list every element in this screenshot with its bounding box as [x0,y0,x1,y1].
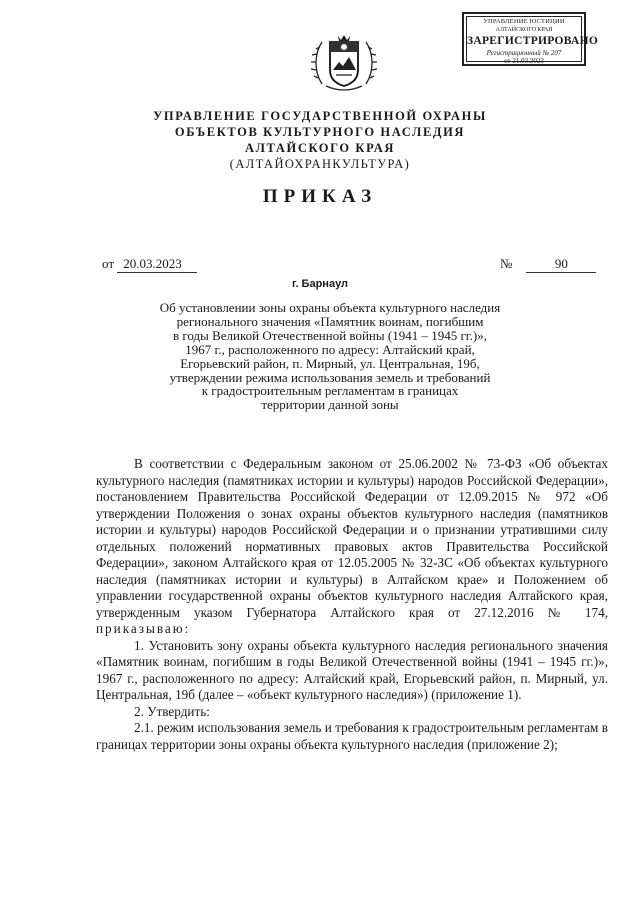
subject-line: территории данной зоны [261,397,399,413]
number-prefix: № [500,256,513,271]
subject-line: Егорьевский район, п. Мирный, ул. Центральная, 19б, [180,355,480,371]
subject-line: регионального значения «Памятник воинам, погибшим [176,313,484,329]
subject-line: в годы Великой Отечественной войны (1941 – 1945 гг.)», [173,327,487,343]
stamp-region: АЛТАЙСКОГО КРАЯ [495,26,553,33]
subject-line: 1967 г., расположенного по адресу: Алтайский край, [185,341,475,357]
document-subject [120,301,540,412]
preamble-paragraph [96,456,608,638]
number-value: 90 [526,256,596,273]
preamble-text: В соответствии с Федеральным законом от 25.06.2002 № 73-ФЗ «Об объектах культурного наследия (памятниках истории и культуры) народов Российской Федерации», постановлением Правительства Российской Федерации от 12.09.2015 № 972 «Об утверждении Положения о зонах охраны объектов культурного наследия (памятников истории и культуры) народов Российской Федерации и о признании утратившими силу отдельных положений нормативных правовых актов Правительства Российской Федерации», законом Алтайского края от 12.05.2005 № 32-ЗС «Об объектах культурного наследия (памятниках истории и культуры) в Алтайском крае» и Положением об управлении государственной охраны объектов культурного наследия Алтайского края, утвержденным указом Губернатора Алтайского края от 27.12.2016 № 174, [96,456,608,620]
date-prefix: от [102,256,115,271]
item-1-paragraph: 1. Установить зону охраны объекта культурного наследия регионального значения «Памятник воинам, погибшим в годы Великой Отечественной войны (1941 – 1945 гг.)», 1967 г., расположенного по адресу: Алтайский край, Егорьевский район, п. Мирный, ул. Центральная, 19б (далее – «объект культурного наследия») (приложение 1). [96,637,608,702]
registration-stamp [462,12,599,66]
subject-line: утверждении режима использования земель и требований [169,369,491,385]
agency-abbreviation: (АЛТАЙОХРАНКУЛЬТУРА) [229,157,411,171]
agency-line-1: УПРАВЛЕНИЕ ГОСУДАРСТВЕННОЙ ОХРАНЫ [153,109,487,123]
stamp-reg-date: от 21.03.2023 [504,57,544,65]
document-date [102,256,197,273]
agency-name [0,108,640,172]
registration-stamp-frame [466,16,599,65]
subject-line: Об установлении зоны охраны объекта культурного наследия [159,300,501,315]
agency-line-2: ОБЪЕКТОВ КУЛЬТУРНОГО НАСЛЕДИЯ [174,125,466,139]
item-2-1-paragraph: 2.1. режим использования земель и требования к градостроительным регламентам в границах территории зоны охраны объекта культурного наследия (приложение 2); [96,720,608,752]
order-word: приказываю: [96,621,191,636]
document-body [96,456,608,753]
date-value: 20.03.2023 [117,256,197,273]
stamp-authority: УПРАВЛЕНИЕ ЮСТИЦИИ [483,18,565,25]
subject-line: к градостроительным регламентам в границах [201,383,459,399]
item-2-paragraph: 2. Утвердить: [134,703,210,719]
document-number [500,256,596,273]
document-city: г. Барнаул [291,278,349,290]
agency-line-3: АЛТАЙСКОГО КРАЯ [245,141,395,155]
stamp-reg-number: Регистрационный № 207 [486,49,562,57]
altai-coat-of-arms-emblem [308,28,380,96]
stamp-status: ЗАРЕГИСТРИРОВАНО [467,34,599,47]
document-title: ПРИКАЗ [262,186,378,207]
